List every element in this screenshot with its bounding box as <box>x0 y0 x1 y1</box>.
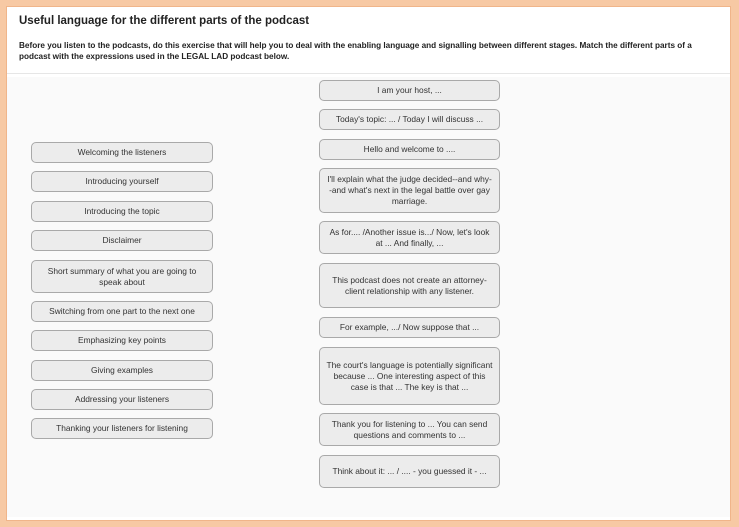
expression-chip[interactable]: Hello and welcome to .... <box>319 139 500 160</box>
part-chip-welcoming[interactable]: Welcoming the listeners <box>31 142 213 163</box>
part-chip-disclaimer[interactable]: Disclaimer <box>31 230 213 251</box>
expression-chip[interactable]: As for.... /Another issue is.../ Now, let's look at ... And finally, ... <box>319 221 500 254</box>
instructions: Before you listen to the podcasts, do this exercise that will help you to deal with the enabling language and signalling between different stages. Match the different parts of a podcast with the expressions used in the LEGAL LAD podcast below. <box>19 41 692 61</box>
expression-chip[interactable]: The court's language is potentially significant because ... One interesting aspect of this case is that ... The key is that ... <box>319 347 500 405</box>
expression-chip[interactable]: For example, .../ Now suppose that ... <box>319 317 500 338</box>
part-chip-introducing-yourself[interactable]: Introducing yourself <box>31 171 213 192</box>
expression-chip[interactable]: Thank you for listening to ... You can send questions and comments to ... <box>319 413 500 446</box>
expression-chip[interactable]: Today's topic: ... / Today I will discuss ... <box>319 109 500 130</box>
page-title: Useful language for the different parts of the podcast <box>19 15 310 27</box>
part-chip-short-summary[interactable]: Short summary of what you are going to speak about <box>31 260 213 293</box>
expression-chip[interactable]: I am your host, ... <box>319 80 500 101</box>
exercise-header <box>7 7 730 74</box>
part-chip-introducing-topic[interactable]: Introducing the topic <box>31 201 213 222</box>
part-chip-addressing[interactable]: Addressing your listeners <box>31 389 213 410</box>
expression-chip[interactable]: Think about it: ... / .... - you guessed it - ... <box>319 455 500 488</box>
expression-chip[interactable]: I'll explain what the judge decided--and why--and what's next in the legal battle over gay marriage. <box>319 168 500 213</box>
exercise-panel <box>6 6 731 521</box>
part-chip-emphasizing[interactable]: Emphasizing key points <box>31 330 213 351</box>
part-chip-switching[interactable]: Switching from one part to the next one <box>31 301 213 322</box>
part-chip-thanking[interactable]: Thanking your listeners for listening <box>31 418 213 439</box>
part-chip-giving-examples[interactable]: Giving examples <box>31 360 213 381</box>
expression-chip[interactable]: This podcast does not create an attorney-client relationship with any listener. <box>319 263 500 308</box>
